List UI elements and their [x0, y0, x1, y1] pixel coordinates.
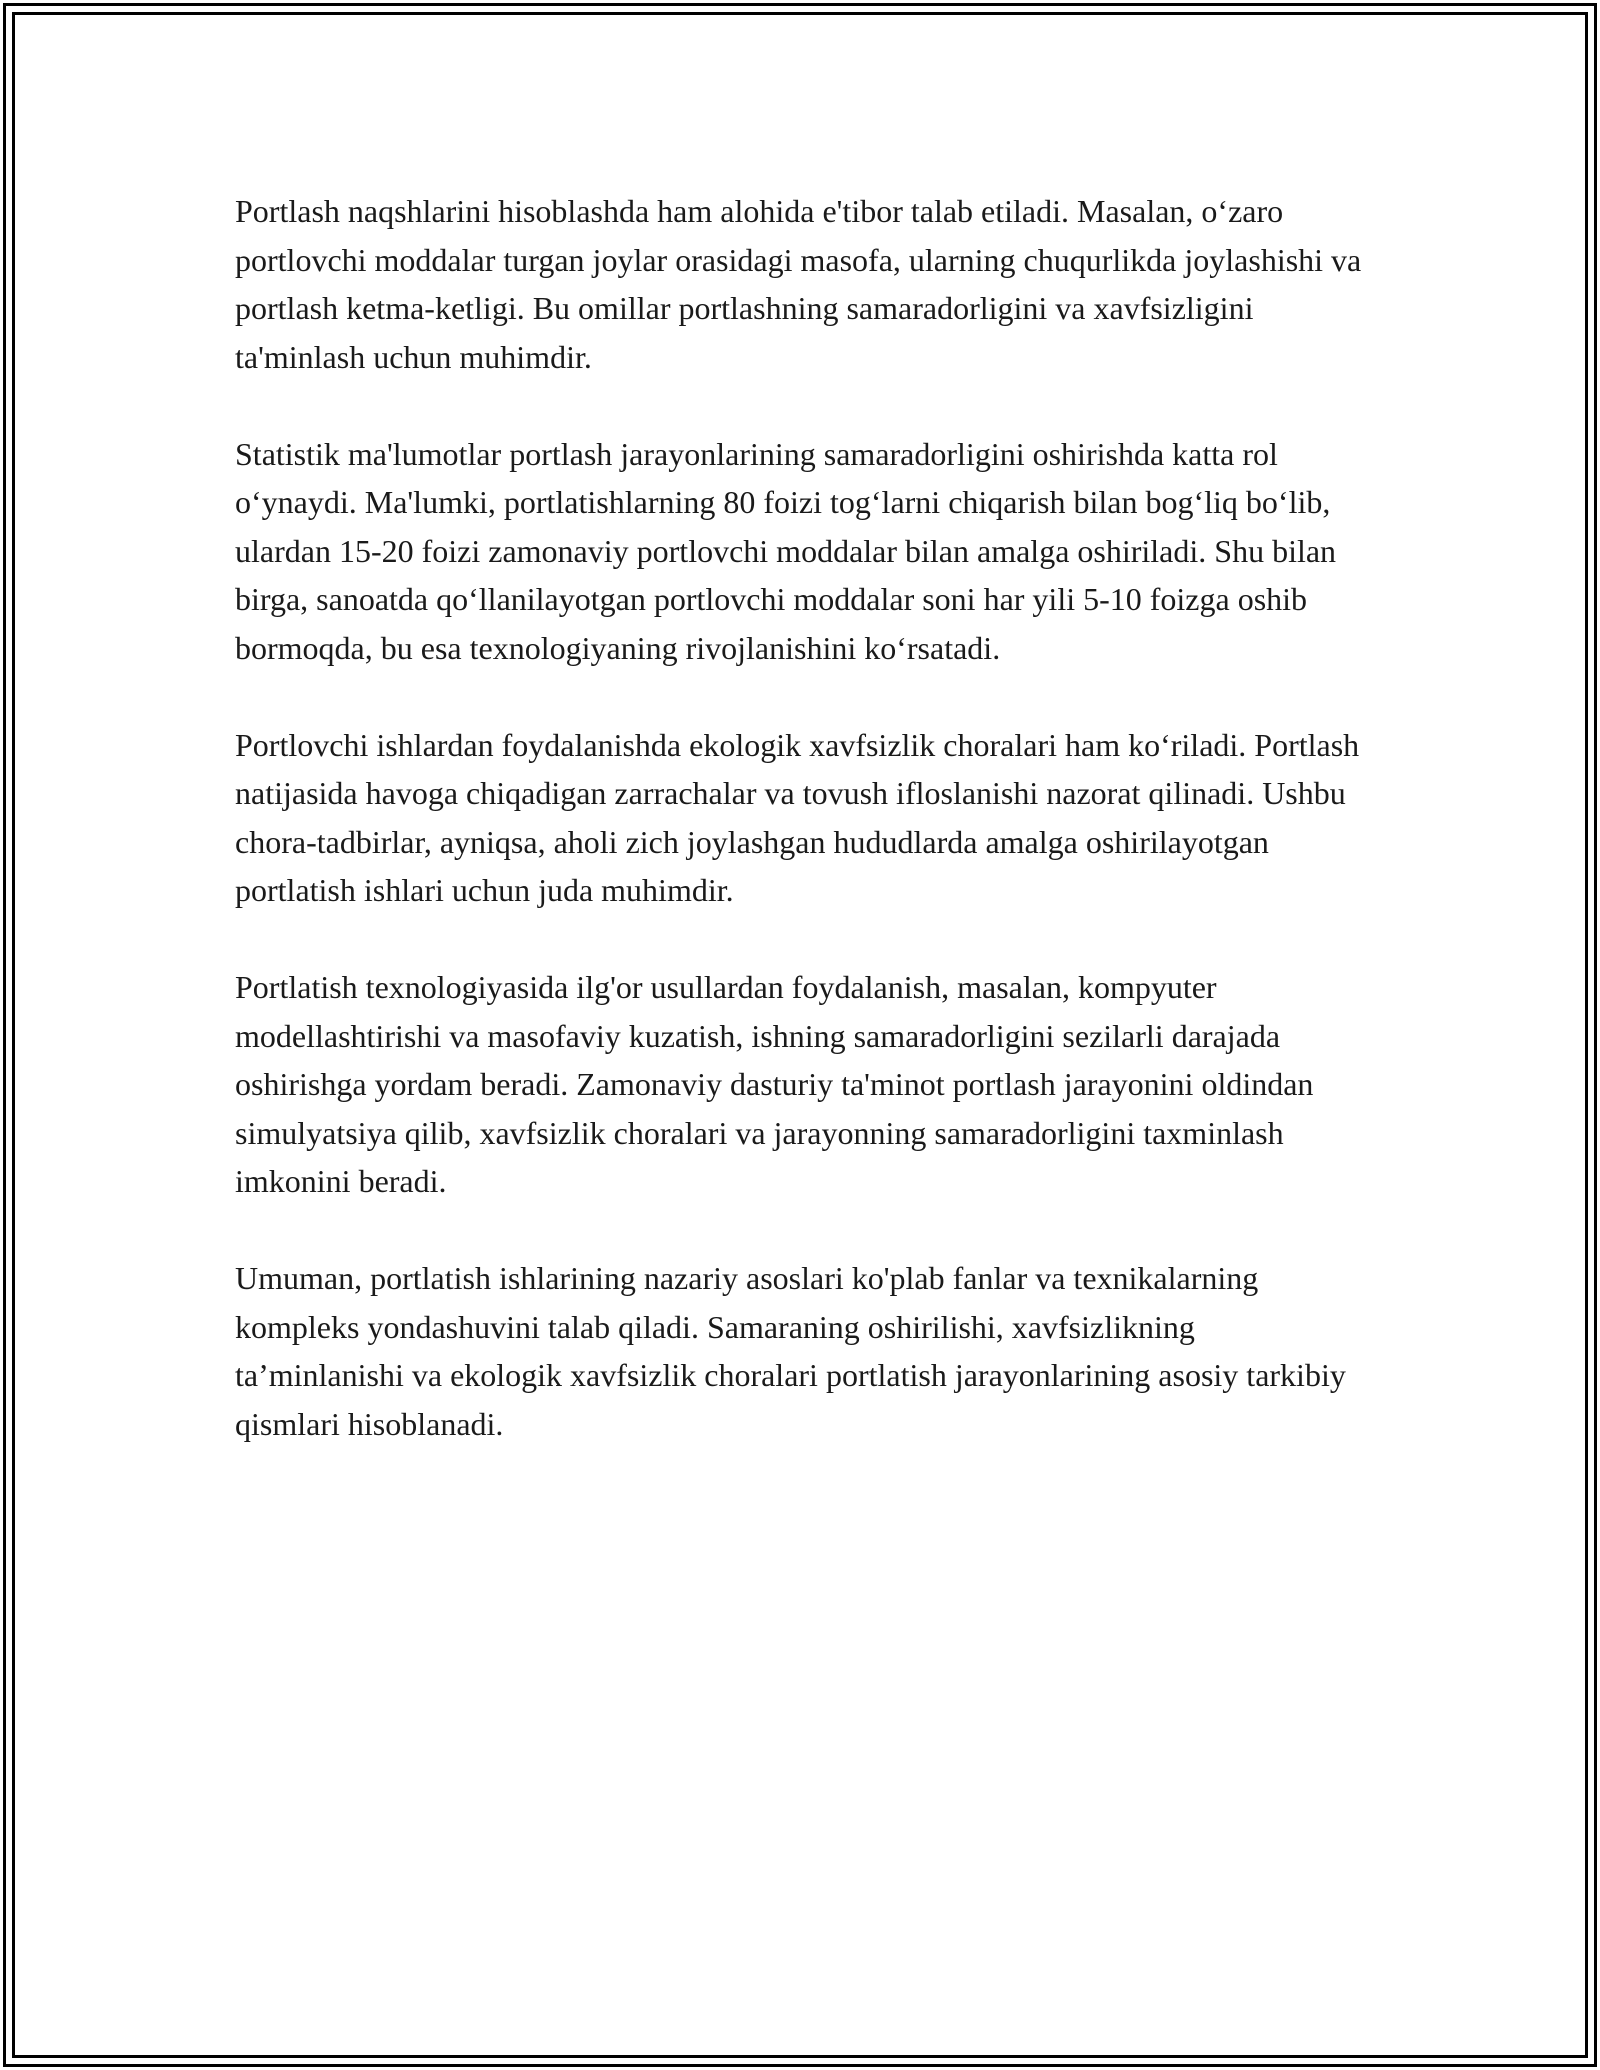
paragraph: Umuman, portlatish ishlarining nazariy asoslari ko'plab fanlar va texnikalarning kompleks yondashuvini talab qiladi. Samaraning oshirilishi, xavfsizlikning ta’minlanishi va ekologik xavfsizlik choralari portlatish jarayonlarining asosiy tarkibiy qismlari hisoblanadi.	[235, 1260, 1346, 1442]
paragraph: Portlovchi ishlardan foydalanishda ekologik xavfsizlik choralari ham ko‘riladi. Portlash natijasida havoga chiqadigan zarrachalar va tovush ifloslanishi nazorat qilinadi. Ushbu chora-tadbirlar, ayniqsa, aholi zich joylashgan hududlarda amalga oshirilayotgan portlatish ishlari uchun juda muhimdir.	[235, 726, 1360, 908]
paragraph: Portlatish texnologiyasida ilg'or usullardan foydalanish, masalan, kompyuter modellashtirishi va masofaviy kuzatish, ishning samaradorligini sezilarli darajada oshirishga yordam beradi. Zamonaviy dasturiy ta'minot portlash jarayonini oldindan simulyatsiya qilib, xavfsizlik choralari va jarayonning samaradorligini taxminlash imkonini beradi.	[235, 969, 1314, 1199]
paragraph: Portlash naqshlarini hisoblashda ham alohida e'tibor talab etiladi. Masalan, o‘zaro portlovchi moddalar turgan joylar orasidagi masofa, ularning chuqurlikda joylashishi va portlash ketma-ketligi. Bu omillar portlashning samaradorligini va xavfsizligini ta'minlash uchun muhimdir.	[235, 193, 1362, 375]
paragraph: Statistik ma'lumotlar portlash jarayonlarining samaradorligini oshirishda katta rol o‘ynaydi. Ma'lumki, portlatishlarning 80 foizi tog‘larni chiqarish bilan bog‘liq bo‘lib, ulardan 15-20 foizi zamonaviy portlovchi moddalar bilan amalga oshiriladi. Shu bilan birga, sanoatda qo‘llanilayotgan portlovchi moddalar soni har yili 5-10 foizga oshib bormoqda, bu esa texnologiyaning rivojlanishini ko‘rsatadi.	[235, 435, 1337, 666]
document-body	[235, 187, 1370, 1497]
